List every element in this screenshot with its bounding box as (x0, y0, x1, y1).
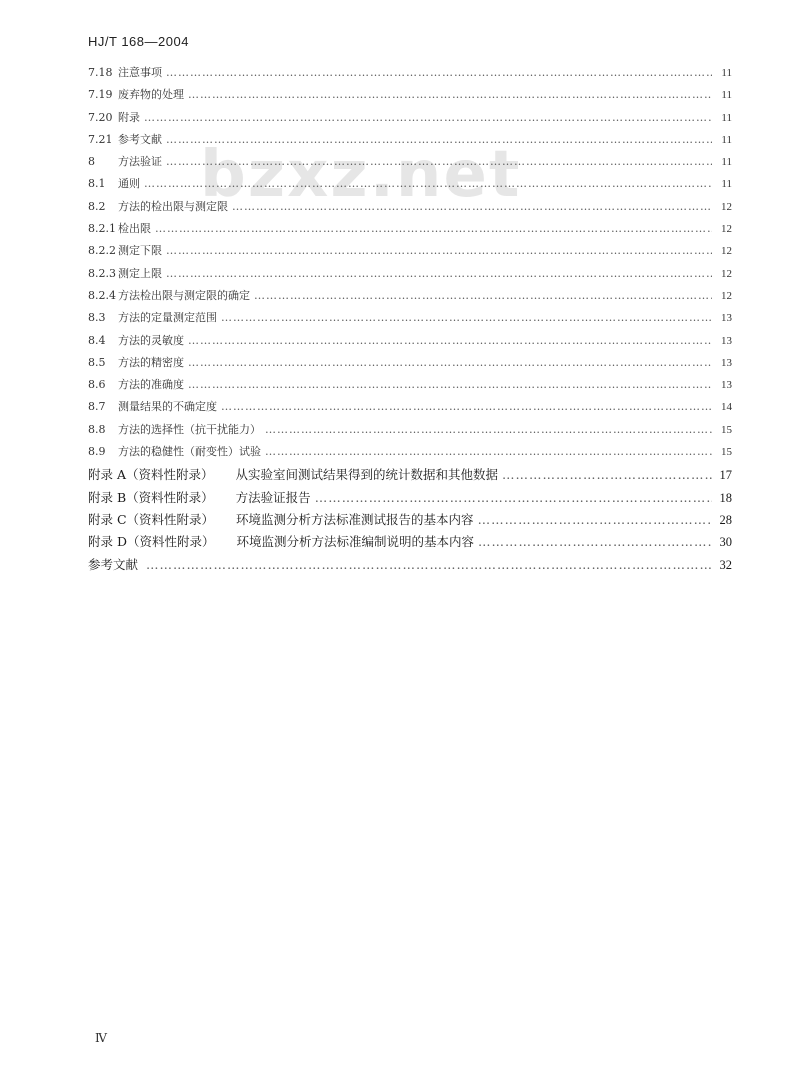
appendix-label: 附录 A（资料性附录） (88, 467, 214, 483)
appendix-title: 从实验室间测试结果得到的统计数据和其他数据 (235, 467, 499, 483)
toc-entry-title: 方法验证 (118, 155, 162, 169)
toc-entry-page: 15 (721, 423, 732, 436)
toc-entry-page: 12 (721, 223, 732, 236)
toc-entry[interactable] (88, 443, 732, 465)
dot-leader (166, 267, 712, 280)
dot-leader (188, 88, 712, 101)
dot-leader (166, 133, 712, 146)
toc-entry-number: 8.2.1 (88, 222, 116, 236)
toc-entry-title: 测定上限 (118, 266, 162, 280)
toc-appendix-entry[interactable] (88, 465, 732, 487)
toc-entry-page: 11 (721, 178, 732, 191)
toc-entry-page: 13 (721, 312, 732, 325)
toc-entry-page: 13 (721, 379, 732, 392)
toc-entry[interactable] (88, 265, 732, 287)
dot-leader (478, 512, 712, 527)
toc-entry[interactable] (88, 64, 732, 86)
toc-entry-title: 通则 (118, 177, 140, 191)
toc-entry[interactable] (88, 153, 732, 175)
toc-entry-page: 14 (721, 401, 732, 414)
dot-leader (188, 356, 712, 369)
toc-appendix-entry[interactable] (88, 488, 732, 510)
dot-leader (502, 467, 712, 482)
toc-entry-page: 11 (721, 67, 732, 79)
dot-leader (232, 200, 712, 213)
appendix-label: 附录 D（资料性附录） (88, 534, 215, 550)
appendix-title: 环境监测分析方法标准编制说明的基本内容 (236, 534, 475, 550)
dot-leader (146, 557, 712, 572)
toc-entry-number: 8.2.2 (88, 244, 116, 258)
toc-entry-page: 18 (719, 490, 732, 505)
toc-entry-title: 参考文献 (118, 132, 162, 146)
toc-entry[interactable] (88, 242, 732, 264)
toc-entry[interactable] (88, 309, 732, 331)
toc-entry-page: 12 (721, 289, 732, 302)
toc-entry-number: 8.9 (88, 445, 106, 459)
toc-entry-page: 30 (719, 535, 732, 550)
dot-leader (265, 445, 712, 458)
dot-leader (155, 222, 712, 235)
toc-entry-title: 方法的定量测定范围 (118, 311, 217, 325)
table-of-contents (88, 64, 732, 577)
toc-entry[interactable] (88, 398, 732, 420)
toc-entry-title: 测量结果的不确定度 (118, 400, 217, 414)
toc-references-entry[interactable] (88, 555, 732, 577)
toc-entry-title: 附录 (118, 110, 140, 124)
toc-entry[interactable] (88, 131, 732, 153)
toc-entry[interactable] (88, 332, 732, 354)
toc-entry[interactable] (88, 109, 732, 131)
dot-leader (144, 177, 712, 190)
dot-leader (188, 334, 712, 347)
toc-appendix-entry[interactable] (88, 510, 732, 532)
toc-entry-page: 12 (721, 267, 732, 280)
toc-entry-number: 8.2.4 (88, 288, 116, 302)
toc-entry[interactable] (88, 220, 732, 242)
toc-entry-number: 8.4 (88, 333, 106, 347)
toc-entry-number: 7.20 (88, 110, 113, 124)
toc-entry-number: 8.8 (88, 422, 106, 436)
appendix-title: 环境监测分析方法标准测试报告的基本内容 (236, 511, 474, 527)
toc-entry-title: 测定下限 (118, 244, 162, 258)
dot-leader (315, 490, 712, 505)
toc-entry-number: 8.3 (88, 311, 106, 325)
toc-entry-number: 8.1 (88, 177, 106, 191)
toc-entry-number: 8 (88, 155, 95, 169)
dot-leader (166, 244, 712, 257)
toc-entry-title: 方法的精密度 (118, 355, 184, 369)
dot-leader (144, 111, 712, 124)
toc-entry-page: 11 (721, 111, 732, 124)
toc-entry-title: 注意事项 (118, 66, 162, 79)
toc-entry-title: 废弃物的处理 (118, 88, 184, 102)
toc-appendix-entry[interactable] (88, 532, 732, 554)
references-label: 参考文献 (88, 556, 139, 572)
dot-leader (221, 400, 712, 413)
appendix-title: 方法验证报告 (235, 489, 311, 505)
dot-leader (478, 534, 712, 549)
toc-entry-title: 方法的准确度 (118, 378, 184, 392)
toc-entry-title: 方法的灵敏度 (118, 333, 184, 347)
toc-entry-page: 15 (721, 446, 732, 459)
toc-entry-page: 32 (719, 557, 732, 572)
toc-entry-page: 17 (719, 468, 732, 483)
dot-leader (254, 289, 712, 302)
toc-entry-page: 12 (721, 200, 732, 213)
toc-entry-number: 8.2.3 (88, 266, 116, 280)
dot-leader (188, 378, 712, 391)
dot-leader (166, 66, 712, 79)
toc-entry-page: 11 (721, 156, 732, 169)
toc-entry[interactable] (88, 287, 732, 309)
toc-entry[interactable] (88, 198, 732, 220)
toc-entry-page: 11 (721, 133, 732, 146)
toc-entry-title: 方法的选择性（抗干扰能力） (118, 422, 261, 436)
toc-entry[interactable] (88, 376, 732, 398)
toc-entry-number: 7.21 (88, 132, 113, 146)
toc-entry-number: 8.7 (88, 400, 106, 414)
toc-entry-page: 11 (721, 89, 732, 102)
toc-entry-number: 7.18 (88, 66, 113, 79)
toc-entry-number: 8.5 (88, 355, 106, 369)
toc-entry-number: 8.2 (88, 199, 106, 213)
toc-entry[interactable] (88, 175, 732, 197)
toc-entry-number: 8.6 (88, 378, 106, 392)
toc-entry-page: 13 (721, 356, 732, 369)
appendix-label: 附录 C（资料性附录） (88, 511, 215, 527)
toc-entry-title: 方法检出限与测定限的确定 (118, 288, 250, 302)
dot-leader (221, 311, 712, 324)
toc-entry-number: 7.19 (88, 88, 113, 102)
watermark: bzxz.net (200, 138, 522, 212)
toc-entry[interactable] (88, 354, 732, 376)
toc-entry-page: 28 (719, 512, 732, 527)
dot-leader (166, 155, 712, 168)
standard-code-header: HJ/T 168—2004 (88, 34, 189, 49)
toc-entry-page: 12 (721, 245, 732, 258)
toc-entry[interactable] (88, 86, 732, 108)
dot-leader (265, 423, 712, 436)
page-number: Ⅳ (95, 1031, 107, 1045)
appendix-label: 附录 B（资料性附录） (88, 489, 214, 505)
toc-entry-title: 方法的稳健性（耐变性）试验 (118, 445, 261, 459)
toc-entry-title: 检出限 (118, 222, 151, 236)
toc-entry-page: 13 (721, 334, 732, 347)
toc-entry-title: 方法的检出限与测定限 (118, 199, 228, 213)
toc-entry[interactable] (88, 421, 732, 443)
